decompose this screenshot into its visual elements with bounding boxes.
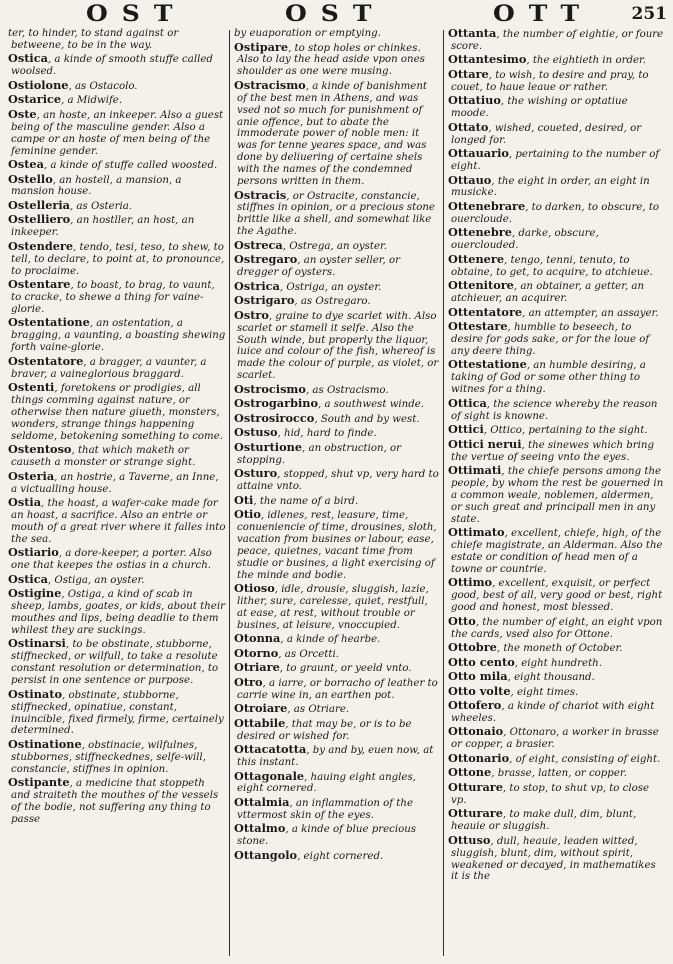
dictionary-entry: Ottentatore, an attempter, an assayer. (448, 304, 659, 319)
dictionary-entry: Ostrocismo, as Ostracismo. (234, 381, 389, 396)
headword: Otto volte (448, 683, 511, 698)
headword: Ostrosirocco (234, 410, 315, 425)
dictionary-entry: Ottauo, the eight in order, an eight in musicke. (448, 172, 650, 199)
headword: Otonna (234, 631, 281, 646)
dictionary-entry: Ostipare, to stop holes or chinkes. Also to lay the head aside vpon ones shoulder as one were musing. (234, 39, 425, 78)
dictionary-entry: Ostregaro, an oyster seller, or dregger of oysters. (234, 252, 400, 279)
headword: Ottagonale (234, 768, 305, 783)
headword: Ostiario (8, 545, 59, 560)
headword: Ottimo (448, 575, 493, 590)
dictionary-entry: Otto mila, eight thousand. (448, 669, 595, 684)
headword: Ottonario (448, 750, 510, 765)
dictionary-entry: Otio, idlenes, rest, leasure, time, conueniencie of time, drousines, sloth, vacation from busines or labour, ease, peace, quietnes, vacant time from studie or busines, a light exercising of the minde and bodie. (234, 507, 437, 581)
headword: Ostentare (8, 277, 71, 292)
dictionary-entry: Ottonario, of eight, consisting of eight. (448, 750, 661, 765)
dictionary-entry: Ottestare, humblie to beseech, to desire for gods sake, or for the loue of any deere thing. (448, 319, 650, 357)
headword: Ottanta (448, 28, 497, 40)
dictionary-entry: Ottalmo, a kinde of blue precious stone. (234, 821, 417, 848)
headword: Ottenitore (448, 278, 514, 293)
dictionary-entry: Otto cento, eight hundreth. (448, 654, 602, 669)
dictionary-entry: Osturtione, an obstruction, or stopping. (234, 439, 402, 466)
headword: Ottimati (448, 463, 502, 477)
dictionary-entry: Ottanta, the number of eightie, or foure score. (448, 28, 664, 52)
dictionary-entry: Ostentare, to boast, to brag, to vaunt, to cracke, to shewe a thing for vaine-glorie. (8, 277, 215, 315)
headword: Ottestatione (448, 357, 527, 372)
dictionary-entry: Otturare, to stop, to shut vp, to close vp. (448, 779, 650, 806)
dictionary-entry: Ostarice, a Midwife. (8, 92, 123, 107)
dictionary-entry: Ottenebrare, to darken, to obscure, to ouercloude. (448, 198, 660, 225)
headword: Ostrigaro (234, 293, 295, 308)
headword: Ottacatotta (234, 742, 307, 757)
dictionary-entry: Ottenebre, darke, obscure, ouerclouded. (448, 225, 599, 252)
headword: Ostarice (8, 92, 62, 107)
dictionary-entry: Ostreca, Ostrega, an oyster. (234, 237, 387, 252)
headword: Ostracis (234, 187, 287, 202)
headword: Ottestare (448, 319, 508, 334)
headword: Ottofero (448, 698, 502, 713)
dictionary-entry: by euaporation or emptying. (234, 28, 381, 39)
column-right (448, 28, 666, 958)
dictionary-entry: Ottalmia, an inflammation of the vttermost skin of the eyes. (234, 794, 413, 821)
headword: Ottalmia (234, 794, 290, 809)
headword: Ostipante (8, 775, 70, 790)
headword: Ostrocismo (234, 381, 306, 396)
dictionary-entry: Ottimato, excellent, chiefe, high, of the chiefe magistrate, an Alderman. Also the estate or condition of head men of a towne or countrie. (448, 525, 663, 575)
headword: Otio (234, 507, 261, 522)
headword: Otroiare (234, 701, 288, 716)
headword: Ottenebrare (448, 198, 526, 213)
headword: Ottici (448, 422, 484, 437)
headword: Oti (234, 492, 254, 507)
headword: Ostinarsi (8, 636, 66, 651)
headword: Ostigine (8, 586, 62, 601)
dictionary-entry: Ostia, the hoast, a wafer-cake made for an hoast, a sacrifice. Also an entrie or mouth of a great river where it falles into the sea. (8, 495, 226, 545)
dictionary-entry: Ostiario, a dore-keeper, a porter. Also one that keepes the ostias in a church. (8, 545, 212, 572)
dictionary-entry: Ostelliero, an hostller, an host, an inkeeper. (8, 212, 195, 239)
headword: Otorno (234, 645, 279, 660)
dictionary-entry: Osteria, an hostrie, a Taverne, an Inne, a victualling house. (8, 468, 219, 495)
dictionary-entry: Ostigine, Ostiga, a kind of scab in sheep, lambs, goates, or kids, about their mouthes and lips, being deadlie to them whilest they are suckings. (8, 586, 225, 636)
headword: Ottauo (448, 172, 492, 187)
dictionary-entry: Ostuso, hid, hard to finde. (234, 425, 377, 440)
dictionary-entry: Otioso, idle, drousie, sluggish, lazie, lither, sure, carelesse, quiet, restfull, at ease, at rest, without trouble or busines, at leisure, vnoccupied. (234, 581, 429, 631)
headword: Osturtione (234, 439, 303, 454)
dictionary-entry: Ostracis, or Ostracite, constancie, stiffnes in opinion, or a precious stone brittle like a shell, and somewhat like the Agathe. (234, 187, 435, 238)
dictionary-entry: Ostrica, Ostriga, an oyster. (234, 278, 382, 293)
dictionary-entry: Osturo, stopped, shut vp, very hard to attaine vnto. (234, 466, 439, 493)
dictionary-entry: Ottimati, the chiefe persons among the people, by whom the rest be gouerned in a common weale, noblemen, aldermen, or such great and principall men in any state. (448, 463, 664, 525)
dictionary-entry: Ottica, the science whereby the reason of sight is knowne. (448, 395, 658, 422)
dictionary-entry: Ottofero, a kinde of chariot with eight wheeles. (448, 698, 655, 724)
column-divider (229, 30, 230, 956)
dictionary-entry: Ostipante, a medicine that stoppeth and straiteth the mouthes of the vessels of the bodie, not suffering any thing to passe (8, 775, 219, 825)
headword: Ostro (234, 307, 269, 322)
headword: Ottimato (448, 525, 505, 540)
dictionary-entry: Ostrogarbino, a southwest winde. (234, 396, 425, 411)
headword: Otto mila (448, 669, 508, 684)
headword: Otro (234, 674, 263, 689)
headword: Ottentatore (448, 304, 523, 319)
headword: Ottobre (448, 640, 497, 655)
headword: Ostelleria (8, 197, 70, 212)
headword: Ostinato (8, 686, 62, 701)
dictionary-entry: Ostelleria, as Osteria. (8, 197, 133, 212)
headword: Ostregaro (234, 252, 298, 267)
dictionary-entry: Ostentatore, a bragger, a vaunter, a braver, a vaineglorious braggard. (8, 353, 207, 380)
headword: Ottici nerui (448, 436, 522, 451)
dictionary-entry: Ottangolo, eight cornered. (234, 847, 384, 862)
headword: Ottalmo (234, 821, 286, 836)
dictionary-entry: Ostica, a kinde of smooth stuffe called woolsed. (8, 51, 213, 78)
dictionary-entry: Ottici, Ottico, pertaining to the sight. (448, 422, 648, 437)
headword: Ostello (8, 171, 53, 186)
dictionary-entry: Ottici nerui, the sinewes which bring the vertue of seeing vnto the eyes. (448, 436, 654, 463)
headword: Ottato (448, 119, 489, 134)
page-header (0, 0, 673, 28)
guide-word-right: OTT (493, 0, 594, 27)
headword: Ostiolone (8, 77, 69, 92)
headword: Ostentatione (8, 315, 90, 330)
dictionary-entry: Ostentatione, an ostentation, a bragging, a vaunting, a boasting shewing forth vaine-glorie. (8, 315, 226, 354)
column-left (8, 28, 226, 958)
dictionary-entry: Oti, the name of a bird. (234, 492, 359, 507)
dictionary-entry: Ottatiuo, the wishing or optatiue moode. (448, 93, 628, 120)
headword: Otto cento (448, 654, 515, 669)
headword: Otioso (234, 581, 275, 596)
headword: Ostipare (234, 39, 289, 54)
dictionary-entry: Ostea, a kinde of stuffe called woosted. (8, 157, 218, 172)
dictionary-entry: Ottone, brasse, latten, or copper. (448, 765, 627, 780)
headword: Otriare (234, 660, 280, 675)
headword: Ottauario (448, 146, 509, 161)
headword: Ostentoso (8, 442, 72, 457)
headword: Ostracismo (234, 77, 306, 92)
headword: Ottatiuo (448, 93, 501, 108)
headword: Ostreca (234, 237, 283, 252)
dictionary-entry: ter, to hinder, to stand against or betweene, to be in the way. (8, 28, 179, 51)
dictionary-entry: Ostrosirocco, South and by west. (234, 410, 420, 425)
guide-word-center: OST (285, 0, 386, 27)
headword: Ottare (448, 66, 489, 81)
dictionary-entry: Ostinarsi, to be obstinate, stubborne, stiffnecked, or wilfull, to take a resolute constant resolution or determination, to persist in one sentence or purpose. (8, 636, 219, 687)
headword: Ottenebre (448, 225, 512, 240)
headword: Ottonaio (448, 724, 504, 739)
headword: Ostentatore (8, 353, 84, 368)
dictionary-entry: Ostrigaro, as Ostregaro. (234, 293, 371, 308)
dictionary-entry: Otto volte, eight times. (448, 683, 579, 698)
dictionary-entry: Ottobre, the moneth of October. (448, 640, 623, 655)
dictionary-entry: Ottestatione, an humble desiring, a taking of God or some other thing to witnes for a thing. (448, 357, 646, 396)
page-number: 251 (631, 4, 667, 24)
dictionary-entry: Otonna, a kinde of hearbe. (234, 631, 381, 646)
dictionary-entry: Ottantesimo, the eightieth in order. (448, 52, 647, 67)
headword: Ottantesimo (448, 52, 527, 67)
dictionary-entry: Ostiolone, as Ostacolo. (8, 77, 138, 92)
dictionary-entry: Ostello, an hostell, a mansion, a mansion house. (8, 171, 182, 198)
headword: Ottuso (448, 832, 491, 847)
headword: Osteria (8, 468, 55, 483)
dictionary-entry: Otto, the number of eight, an eight vpon the cards, vsed also for Ottone. (448, 613, 663, 640)
dictionary-entry: Ottato, wished, coueted, desired, or longed for. (448, 119, 642, 146)
dictionary-entry: Otro, a iarre, or borracho of leather to carrie wine in, an earthen pot. (234, 674, 438, 701)
dictionary-entry: Otriare, to graunt, or yeeld vnto. (234, 660, 412, 675)
dictionary-entry: Otroiare, as Otriare. (234, 701, 350, 716)
dictionary-entry: Ostinato, obstinate, stubborne, stiffnecked, opinatiue, constant, inuincible, fixed firmely, firme, certainely determined. (8, 686, 224, 737)
column-middle (234, 28, 440, 958)
dictionary-entry: Ostro, graine to dye scarlet with. Also scarlet or stamell it selfe. Also the South winde, but properly the liquor, iuice and colour of the fish, whereof is made the colour of purple, as violet, or scarlet. (234, 307, 439, 382)
guide-word-left: OST (86, 0, 187, 27)
dictionary-entry: Ostentoso, that which maketh or causeth a monster or strange sight. (8, 442, 196, 469)
column-divider (443, 30, 444, 956)
dictionary-entry: Ottuso, dull, heauie, leaden witted, sluggish, blunt, dim, without spirit, weakened or decayed, in mathematikes it is the (448, 832, 656, 883)
dictionary-entry: Ottimo, excellent, exquisit, or perfect good, best of all, very good or best, right good and honest, most blessed. (448, 575, 663, 614)
dictionary-entry: Ottare, to wish, to desire and pray, to couet, to haue leaue or rather. (448, 66, 649, 93)
dictionary-entry: Ottauario, pertaining to the number of eight. (448, 146, 660, 173)
dictionary-entry: Otorno, as Orcetti. (234, 645, 339, 660)
headword: Otturare (448, 806, 503, 821)
headword: Otturare (448, 779, 503, 794)
dictionary-entry: Ottenere, tengo, tenni, tenuto, to obtaine, to get, to acquire, to atchieue. (448, 251, 653, 278)
dictionary-entry: Ostendere, tendo, tesi, teso, to shew, to tell, to declare, to point at, to pronounce, to proclaime. (8, 238, 225, 277)
headword: Otto (448, 613, 476, 628)
dictionary-entry: Ostracismo, a kinde of banishment of the best men in Athens, and was vsed not so much for punishment of anie offence, but to abate the immoderate power of noble men: it was for tenne yeares space, and was done by deliuering of certaine shels with the names of the condemned persons written in them. (234, 77, 427, 188)
headword: Ostelliero (8, 212, 71, 227)
headword: Ottica (448, 395, 487, 410)
dictionary-entry: Ottagonale, hauing eight angles, eight cornered. (234, 768, 416, 795)
dictionary-entry: Ottonaio, Ottonaro, a worker in brasse or copper, a brasier. (448, 724, 659, 751)
headword: Ostinatione (8, 736, 82, 751)
headword: Ostrica (234, 278, 280, 293)
headword: Ottone (448, 765, 492, 780)
headword: Ostea (8, 157, 44, 172)
dictionary-entry: Oste, an hoste, an inkeeper. Also a guest being of the masculine gender. Also a campe or an hoste of men being of the feminine gender. (8, 106, 224, 157)
headword: Ostica (8, 571, 48, 586)
dictionary-entry: Ottenitore, an obtainer, a getter, an atchieuer, an acquirer. (448, 278, 645, 305)
headword: Ottenere (448, 251, 505, 266)
headword: Ostuso (234, 425, 278, 440)
headword: Ostrogarbino (234, 396, 319, 411)
dictionary-entry: Ottabile, that may be, or is to be desired or wished for. (234, 715, 412, 742)
dictionary-entry: Ostica, Ostiga, an oyster. (8, 571, 145, 586)
dictionary-entry: Ostenti, foretokens or prodigies, all things comming against nature, or otherwise then nature giueth, monsters, wonders, strange things happening seldome, betokening something to come. (8, 380, 223, 442)
headword: Osturo (234, 466, 278, 481)
headword: Oste (8, 106, 37, 121)
headword: Ostia (8, 495, 42, 510)
headword: Ottangolo (234, 847, 298, 862)
headword: Ostendere (8, 238, 74, 253)
headword: Ostica (8, 51, 48, 66)
headword: Ostenti (8, 380, 55, 395)
headword: Ottabile (234, 715, 286, 730)
dictionary-entry: Otturare, to make dull, dim, blunt, heauie or sluggish. (448, 806, 637, 833)
dictionary-entry: Ottacatotta, by and by, euen now, at this instant. (234, 742, 434, 768)
dictionary-entry: Ostinatione, obstinacie, wilfulnes, stubbornes, stiffneckednes, selfe-will, constancie, stiffnes in opinion. (8, 736, 206, 775)
